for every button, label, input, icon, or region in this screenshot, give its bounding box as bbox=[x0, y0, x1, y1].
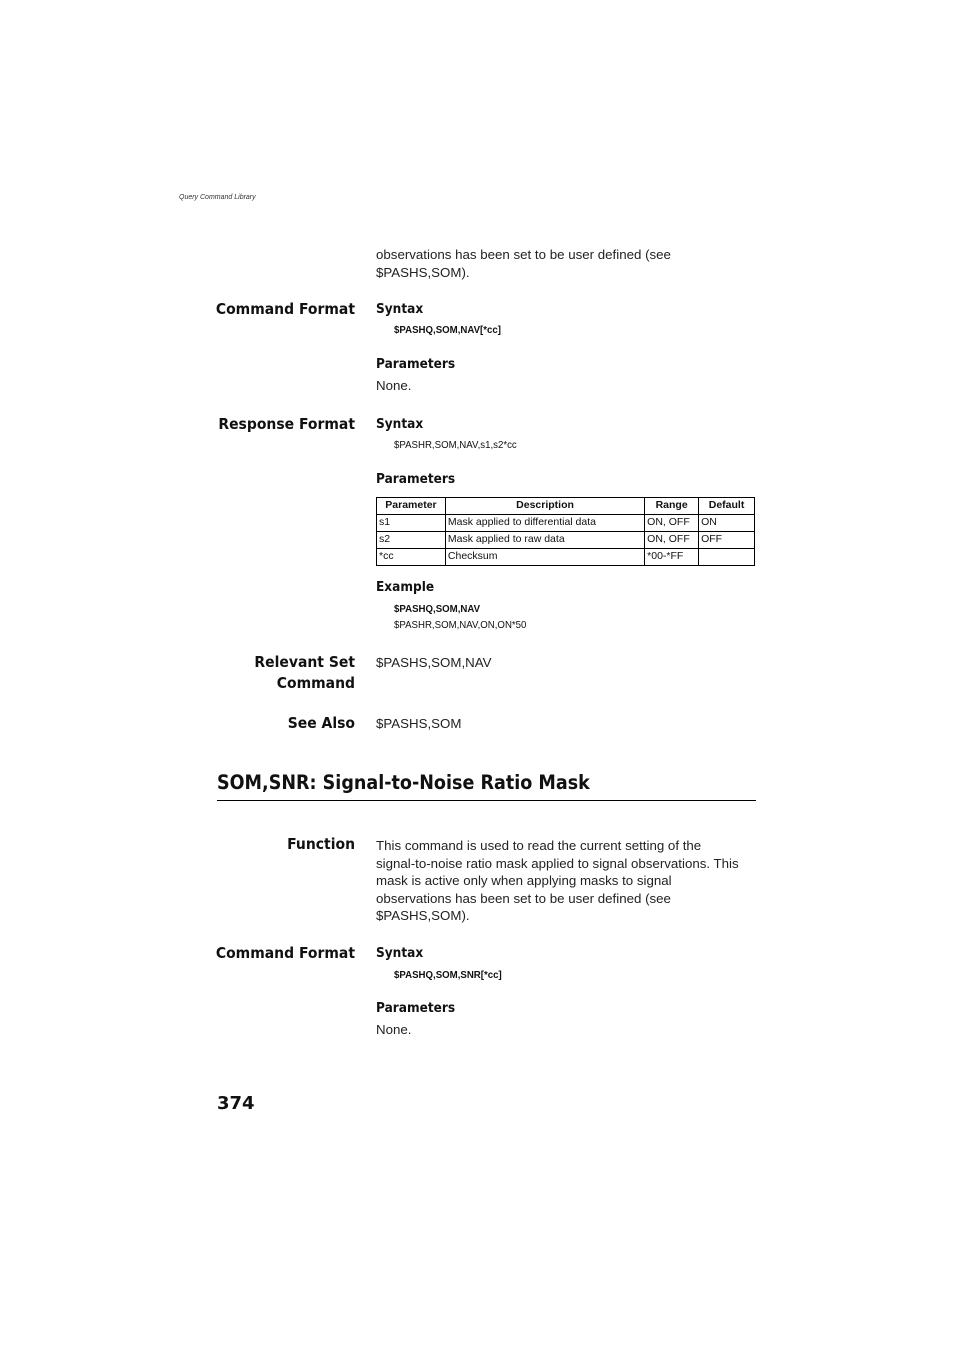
see-also-heading: See Also bbox=[287, 714, 355, 732]
relevant-set-heading bbox=[175, 652, 355, 694]
table-row bbox=[377, 549, 755, 566]
parameters-label: Parameters bbox=[376, 356, 456, 372]
intro-continuation: observations has been set to be user defined (see $PASHS,SOM). bbox=[376, 247, 671, 280]
function-heading: Function bbox=[287, 835, 355, 853]
page-number: 374 bbox=[217, 1093, 255, 1114]
table-cell: ON bbox=[699, 515, 755, 532]
function-line: signal-to-noise ratio mask applied to signal observations. This bbox=[376, 855, 739, 871]
function-line: mask is active only when applying masks to signal bbox=[376, 873, 672, 888]
response-syntax: $PASHR,SOM,NAV,s1,s2*cc bbox=[394, 439, 517, 451]
section-title: SOM,SNR: Signal-to-Noise Ratio Mask bbox=[217, 771, 590, 794]
response-syntax-label: Syntax bbox=[376, 416, 424, 432]
snr-parameters-none: None. bbox=[376, 1022, 412, 1037]
syntax-label: Syntax bbox=[376, 301, 424, 317]
table-cell: Checksum bbox=[445, 549, 644, 566]
function-description bbox=[376, 837, 756, 925]
table-row bbox=[377, 532, 755, 549]
snr-syntax-label: Syntax bbox=[376, 945, 424, 961]
table-cell: OFF bbox=[699, 532, 755, 549]
relevant-set-heading-line2: Command bbox=[276, 674, 355, 692]
example-label: Example bbox=[376, 579, 435, 595]
table-row bbox=[377, 515, 755, 532]
table-cell: Mask applied to differential data bbox=[445, 515, 644, 532]
snr-parameters-label: Parameters bbox=[376, 1000, 456, 1016]
snr-command-format-heading: Command Format bbox=[215, 944, 355, 962]
table-cell: Mask applied to raw data bbox=[445, 532, 644, 549]
response-parameters-label: Parameters bbox=[376, 471, 456, 487]
snr-query-syntax: $PASHQ,SOM,SNR[*cc] bbox=[394, 969, 502, 981]
table-cell: *00-*FF bbox=[645, 549, 699, 566]
table-cell: ON, OFF bbox=[645, 515, 699, 532]
relevant-set-heading-line1: Relevant Set bbox=[254, 653, 355, 671]
example-response: $PASHR,SOM,NAV,ON,ON*50 bbox=[394, 619, 527, 631]
table-header-range: Range bbox=[645, 498, 699, 515]
table-header-parameter: Parameter bbox=[377, 498, 446, 515]
table-header-row bbox=[377, 498, 755, 515]
parameters-none: None. bbox=[376, 378, 412, 393]
function-line: $PASHS,SOM). bbox=[376, 908, 470, 923]
query-syntax: $PASHQ,SOM,NAV[*cc] bbox=[394, 324, 502, 336]
command-format-heading: Command Format bbox=[215, 300, 355, 318]
table-header-default: Default bbox=[699, 498, 755, 515]
function-line: This command is used to read the current setting of the bbox=[376, 838, 702, 853]
response-parameters-table bbox=[376, 497, 755, 566]
see-also-value: $PASHS,SOM bbox=[376, 716, 462, 731]
example-query: $PASHQ,SOM,NAV bbox=[394, 603, 481, 615]
relevant-set-value: $PASHS,SOM,NAV bbox=[376, 655, 492, 670]
table-header-description: Description bbox=[445, 498, 644, 515]
section-divider bbox=[217, 800, 756, 801]
table-cell: ON, OFF bbox=[645, 532, 699, 549]
response-format-heading: Response Format bbox=[218, 415, 355, 433]
table-cell: s2 bbox=[377, 532, 446, 549]
running-header: Query Command Library bbox=[179, 194, 256, 201]
function-line: observations has been set to be user defined (see bbox=[376, 890, 671, 906]
table-cell: s1 bbox=[377, 515, 446, 532]
table-cell: *cc bbox=[377, 549, 446, 566]
table-cell bbox=[699, 549, 755, 566]
